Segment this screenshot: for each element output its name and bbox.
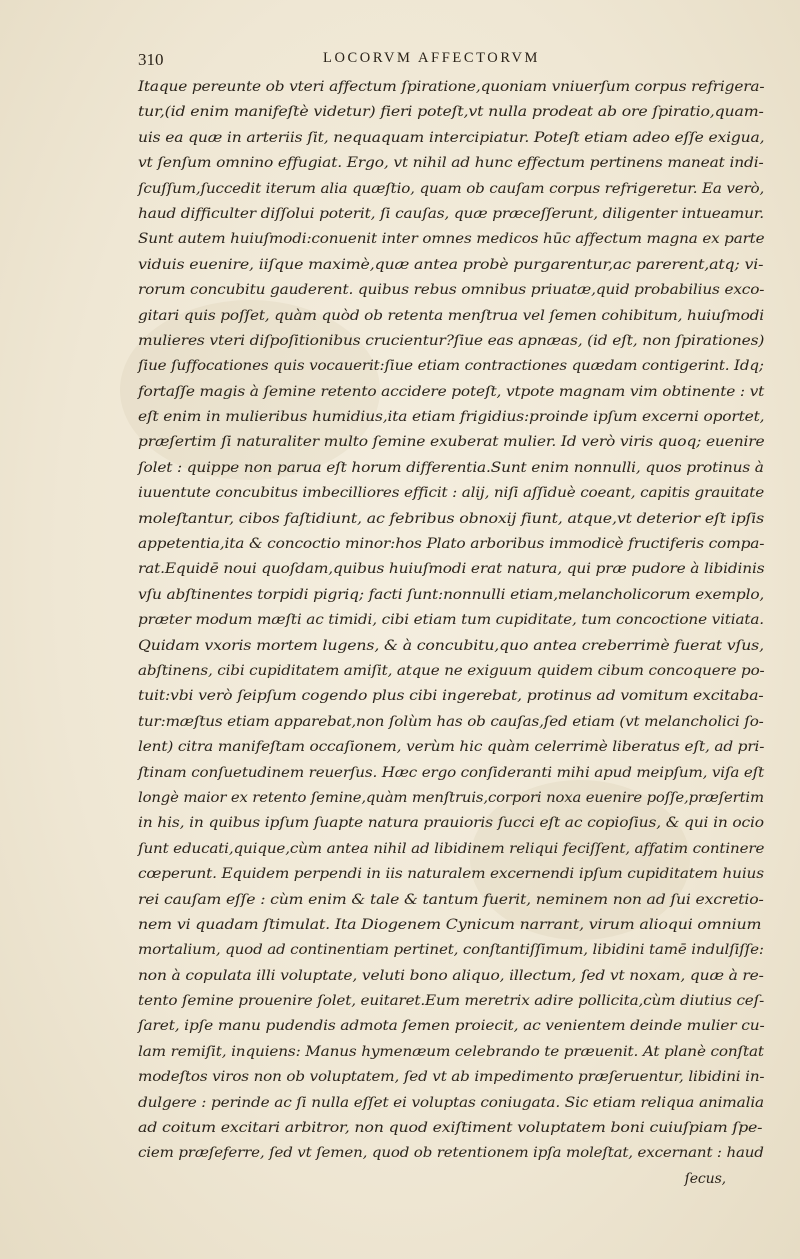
- text-line: appetentia,ita & concoctio minor:hos Plato arboribus immodicè fructiferis compa-: [138, 536, 765, 553]
- text-line: viduis euenire, iiſque maximè,quæ antea probè purgarentur,ac parerent,atq; vi-: [138, 256, 764, 273]
- text-line: tuit:vbi verò ſeipſum cogendo plus cibi ingerebat, protinus ad vomitum excitaba-: [138, 688, 764, 705]
- text-line: in his, in quibus ipſum ſuapte natura prauioris ſucci eſt ac copioſius, & qui in ocio: [138, 815, 764, 832]
- text-line: Itaque pereunte ob vteri affectum ſpiratione,quoniam vniuerſum corpus refrigera-: [138, 79, 765, 95]
- text-line: ſunt educati,quique,cùm antea nihil ad libidinem reliqui feciſſent, affatim continere: [138, 840, 765, 857]
- text-line: lam remiſit, inquiens: Manus hymenæum celebrando te præuenit. At planè conſtat: [138, 1043, 764, 1060]
- text-line: mulieres vteri diſpoſitionibus crucientur?ſiue eas apnæas, (id eſt, non ſpirationes): [138, 332, 765, 349]
- text-line: cœperunt. Equidem perpendi in iis naturalem excernendi ipſum cupiditatem huius: [138, 866, 764, 883]
- text-line: dulgere : perinde ac ſi nulla eſſet ei voluptas coniugata. Sic etiam reliqua animalia: [138, 1094, 765, 1111]
- text-line: ſiue ſuffocationes quis vocauerit:ſiue etiam contractiones quædam contigerint. Idq;: [138, 358, 764, 375]
- text-line: nem vi quadam ſtimulat. Ita Diogenem Cynicum narrant, virum alioqui omnium: [138, 916, 762, 933]
- text-line: ſaret, ipſe manu pudendis admota ſemen proiecit, ac venientem deinde mulier cu-: [138, 1018, 765, 1035]
- text-line: ſcuſſum,ſuccedit iterum alia quæſtio, quam ob cauſam corpus refrigeretur. Ea verò,: [138, 180, 765, 197]
- text-line: lent) citra manifeſtam occaſionem, verùm hic quàm celerrimè liberatus eſt, ad pri-: [138, 739, 765, 756]
- text-line: fortaſſe magis à ſemine retento accidere poteſt, vtpote magnam vim obtinente : vt: [138, 383, 765, 400]
- text-line: vt ſenſum omnino effugiat. Ergo, vt nihil ad hunc effectum pertinens maneat indi-: [138, 155, 764, 172]
- body-text: [138, 75, 764, 1192]
- text-line: gitari quis poſſet, quàm quòd ob retenta menſtrua vel ſemen cohibitum, huiuſmodi: [138, 307, 765, 324]
- text-line: ſolet : quippe non parua eſt horum differentia.Sunt enim nonnulli, quos protinus à: [138, 459, 764, 476]
- text-line: rat.Equidē noui quoſdam,quibus huiuſmodi erat natura, qui præ pudore à libidinis: [138, 561, 765, 578]
- text-line: rorum concubitu gauderent. quibus rebus omnibus priuatæ,quid probabilius exco-: [138, 282, 765, 299]
- text-line: Quidam vxoris mortem lugens, & à concubitu,quo antea creberrimè fuerat vſus,: [138, 637, 764, 654]
- text-line: Sunt autem huiuſmodi:conuenit inter omnes medicos hūc affectum magna ex parte: [138, 231, 765, 248]
- text-line: modeſtos viros non ob voluptatem, ſed vt ab impedimento præſeruentur, libidini in-: [138, 1069, 765, 1086]
- text-line: rei cauſam eſſe : cùm enim & tale & tantum fuerit, neminem non ad ſui excretio-: [138, 891, 764, 908]
- text-line: haud difficulter diſſolui poterit, ſi cauſas, quæ præceſſerunt, diligenter intueamur.: [138, 205, 765, 222]
- text-line: eſt enim in mulieribus humidius,ita etiam frigidius:proinde ipſum excerni oportet,: [138, 409, 765, 426]
- text-line: non à copulata illi voluptate, veluti bono aliquo, illectum, ſed vt noxam, quæ à re-: [138, 967, 764, 984]
- text-line: iuuentute concubitus imbecilliores efficit : alij, niſi aſſiduè coeant, capitis grauitate: [138, 485, 765, 502]
- text-line: longè maior ex retento ſemine,quàm menſtruis,corpori noxa euenire poſſe,præſertim: [138, 789, 764, 806]
- page-number: 310: [138, 50, 164, 69]
- text-line: uis ea quæ in arteriis ſit, nequaquam intercipiatur. Poteſt etiam adeo eſſe exigua,: [138, 129, 765, 146]
- text-line: ad coitum excitari arbitror, non quod exiſtiment voluptatem boni cuiuſpiam ſpe-: [138, 1120, 763, 1137]
- text-line: abſtinens, cibi cupiditatem amiſit, atque ne exiguum quidem cibum concoquere po-: [138, 662, 765, 679]
- text-line: vſu abſtinentes torpidi pigriq; facti ſunt:nonnulli etiam,melancholicorum exemplo,: [138, 586, 765, 603]
- text-line: ſtinam conſuetudinem reuerſus. Hæc ergo conſideranti mihi apud meipſum, viſa eſt: [138, 764, 765, 781]
- text-line: ciem præſeferre, ſed vt ſemen, quod ob retentionem ipſa moleſtat, excernant : haud: [138, 1145, 764, 1162]
- text-line: moleſtantur, cibos faſtidiunt, ac febribus obnoxij fiunt, atque,vt deterior eſt ipſis: [138, 510, 765, 527]
- text-line: mortalium, quod ad continentiam pertinet, conſtantiſſimum, libidini tamē indulſiſſe:: [138, 942, 764, 959]
- catchword: ſecus,: [684, 1170, 726, 1187]
- page-header: [138, 46, 738, 72]
- text-line: tur:mæſtus etiam apparebat,non ſolùm has ob cauſas,ſed etiam (vt melancholici ſo-: [138, 713, 764, 730]
- text-line: tento ſemine prouenire ſolet, euitaret.Eum meretrix adire pollicita,cùm diutius ceſ-: [138, 993, 765, 1010]
- text-line: præſertim ſi naturaliter multo ſemine exuberat mulier. Id verò viris quoq; euenire: [138, 434, 765, 451]
- text-line: præter modum mæſti ac timidi, cibi etiam tum cupiditate, tum concoctione vitiata.: [138, 612, 764, 629]
- running-head: LOCORVM AFFECTORVM: [323, 50, 541, 66]
- text-line: tur,(id enim manifeſtè videtur) fieri poteſt,vt nulla prodeat ab ore ſpiratio,quam-: [138, 104, 764, 121]
